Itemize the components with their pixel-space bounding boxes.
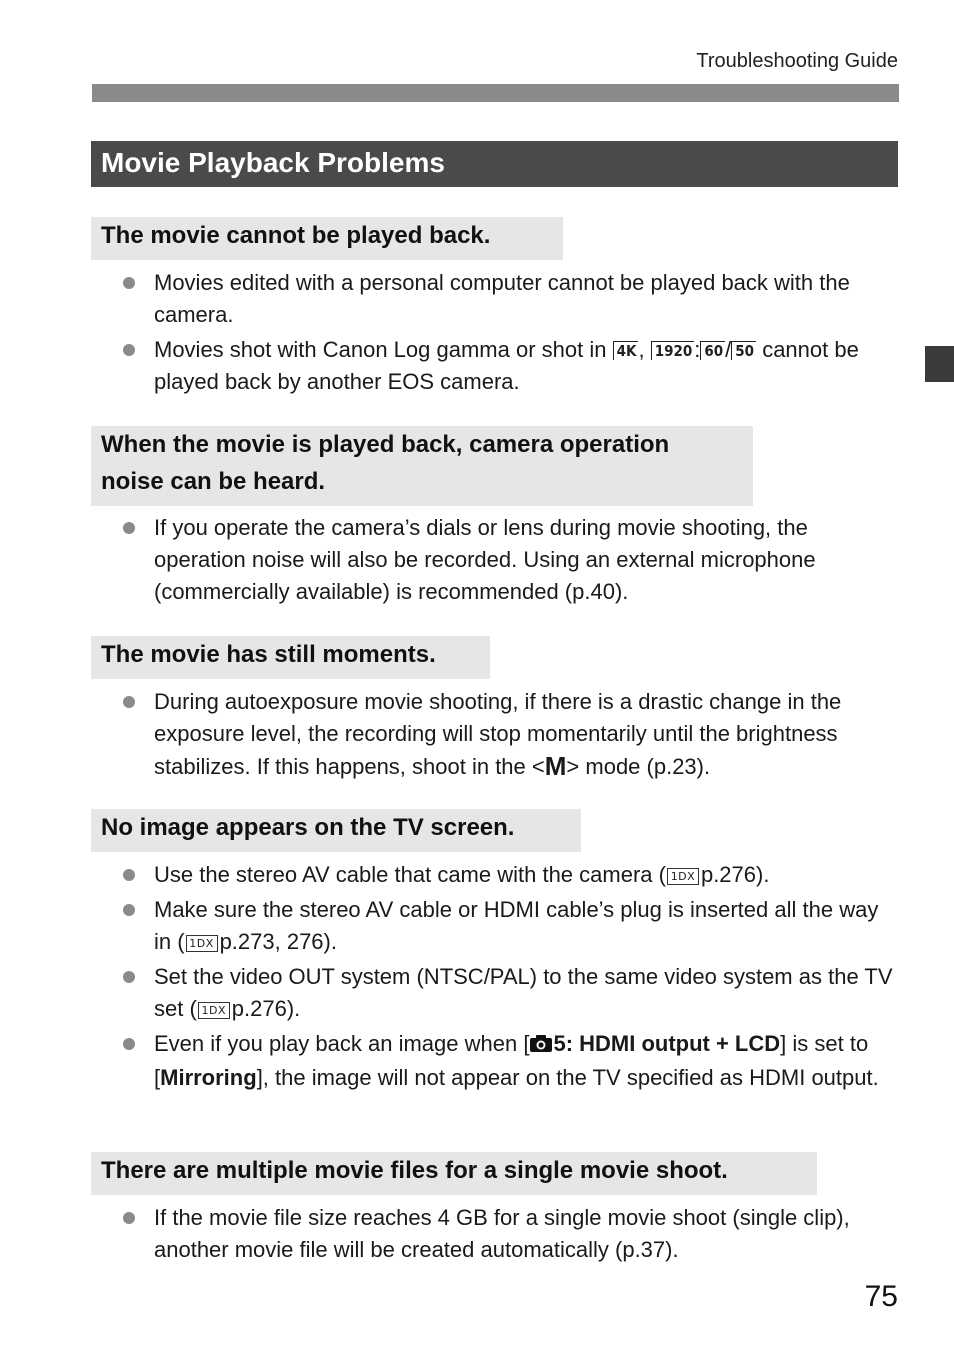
- camera-shooting-menu-icon: [529, 1030, 553, 1062]
- header-rule: [92, 84, 899, 102]
- reference-manual-icon: 1DX: [186, 935, 218, 952]
- section-list-operation-noise: [122, 512, 897, 611]
- reference-manual-icon: 1DX: [198, 1002, 230, 1019]
- list-item: If the movie file size reaches 4 GB for a single movie shoot (single clip), another movie file will be created automatically (p.37).: [122, 1202, 897, 1266]
- list-item: During autoexposure movie shooting, if there is a drastic change in the exposure level, the recording will stop momentarily until the brightness stabilizes. If this happens, shoot in the <M> mode (p.23).: [122, 686, 897, 783]
- list-item: Movies shot with Canon Log gamma or shot in 4K, 1920: 60/ 50 cannot be played back by another EOS camera.: [122, 334, 897, 398]
- section-list-multiple-files: [122, 1202, 897, 1269]
- list-item: Use the stereo AV cable that came with the camera ( 1DX p.276).: [122, 859, 897, 891]
- bullet-icon: [123, 696, 135, 708]
- frame-rate-50-icon: 50: [731, 341, 756, 360]
- list-item: Movies edited with a personal computer cannot be played back with the camera.: [122, 267, 897, 331]
- section-heading-multiple-files: There are multiple movie files for a single movie shoot.: [91, 1152, 817, 1195]
- section-list-no-tv-image: [122, 859, 897, 1097]
- bullet-icon: [123, 904, 135, 916]
- list-item: Make sure the stereo AV cable or HDMI cable’s plug is inserted all the way in ( 1DX p.273, 276).: [122, 894, 897, 958]
- section-list-still-moments: [122, 686, 897, 786]
- list-item: If you operate the camera’s dials or lens during movie shooting, the operation noise will also be recorded. Using an external microphone (commercially available) is recommended (p.40).: [122, 512, 897, 608]
- bullet-icon: [123, 971, 135, 983]
- movie-1920-icon: 1920: [651, 341, 695, 360]
- bullet-icon: [123, 522, 135, 534]
- section-heading-still-moments: The movie has still moments.: [91, 636, 490, 679]
- reference-manual-icon: 1DX: [667, 868, 699, 885]
- list-item: Even if you play back an image when [ 5: HDMI output + LCD] is set to [Mirroring], the image will not appear on the TV specified as HDMI output.: [122, 1028, 897, 1094]
- section-heading-operation-noise: When the movie is played back, camera operation noise can be heard.: [91, 426, 753, 506]
- bullet-icon: [123, 277, 135, 289]
- manual-mode-icon: M: [544, 751, 567, 781]
- bullet-icon: [123, 1038, 135, 1050]
- page-title: Movie Playback Problems: [91, 141, 898, 187]
- chapter-tab-marker: [925, 346, 954, 382]
- section-list-cannot-play: [122, 267, 897, 401]
- frame-rate-60-icon: 60: [700, 341, 725, 360]
- section-heading-cannot-play: The movie cannot be played back.: [91, 217, 563, 260]
- bullet-icon: [123, 1212, 135, 1224]
- list-item: Set the video OUT system (NTSC/PAL) to the same video system as the TV set ( 1DX p.276).: [122, 961, 897, 1025]
- running-header: Troubleshooting Guide: [696, 50, 898, 72]
- section-heading-no-tv-image: No image appears on the TV screen.: [91, 809, 581, 852]
- movie-4k-icon: 4K: [613, 341, 639, 360]
- bullet-icon: [123, 869, 135, 881]
- page-number: 75: [864, 1280, 898, 1313]
- bullet-icon: [123, 344, 135, 356]
